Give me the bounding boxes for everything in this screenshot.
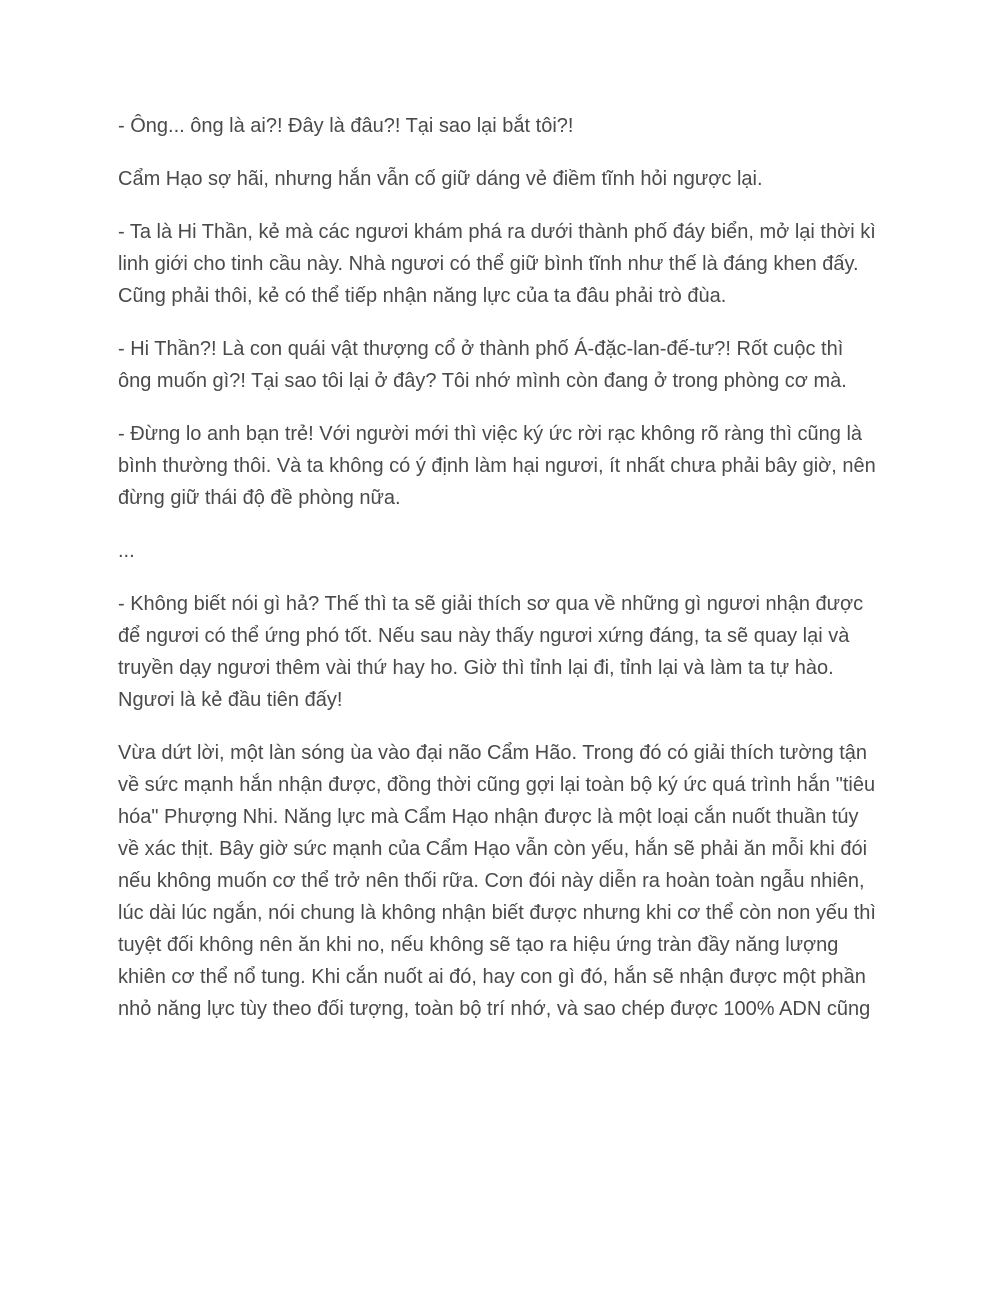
story-paragraph: - Hi Thần?! Là con quái vật thượng cổ ở thành phố Á-đặc-lan-đế-tư?! Rốt cuộc thì ông muốn gì?! Tại sao tôi lại ở đây? Tôi nhớ mình còn đang ở trong phòng cơ mà. bbox=[118, 338, 847, 392]
story-paragraph: - Ông... ông là ai?! Đây là đâu?! Tại sao lại bắt tôi?! bbox=[118, 115, 574, 137]
story-paragraph: Vừa dứt lời, một làn sóng ùa vào đại não Cẩm Hão. Trong đó có giải thích tường tận về sức mạnh hắn nhận được, đồng thời cũng gợi lại toàn bộ ký ức quá trình hắn "tiêu hóa" Phượng Nhi. Năng lực mà Cẩm Hạo nhận được là một loại cắn nuốt thuần túy về xác thịt. Bây giờ sức mạnh của Cẩm Hạo vẫn còn yếu, hắn sẽ phải ăn mỗi khi đói nếu không muốn cơ thể trở nên thối rữa. Cơn đói này diễn ra hoàn toàn ngẫu nhiên, lúc dài lúc ngắn, nói chung là không nhận biết được nhưng khi cơ thể còn non yếu thì tuyệt đối không nên ăn khi no, nếu không sẽ tạo ra hiệu ứng tràn đầy năng lượng khiên cơ thể nổ tung. Khi cắn nuốt ai đó, hay con gì đó, hắn sẽ nhận được một phần nhỏ năng lực tùy theo đối tượng, toàn bộ trí nhớ, và sao chép được 100% ADN cũng bbox=[118, 742, 876, 1020]
story-paragraph: - Đừng lo anh bạn trẻ! Với người mới thì việc ký ức rời rạc không rõ ràng thì cũng là bình thường thôi. Và ta không có ý định làm hại ngươi, ít nhất chưa phải bây giờ, nên đừng giữ thái độ đề phòng nữa. bbox=[118, 423, 876, 509]
story-paragraph: - Không biết nói gì hả? Thế thì ta sẽ giải thích sơ qua về những gì ngươi nhận được để ngươi có thể ứng phó tốt. Nếu sau này thấy ngươi xứng đáng, ta sẽ quay lại và truyền dạy ngươi thêm vài thứ hay ho. Giờ thì tỉnh lại đi, tỉnh lại và làm ta tự hào. Ngươi là kẻ đầu tiên đấy! bbox=[118, 593, 864, 711]
story-paragraph: Cẩm Hạo sợ hãi, nhưng hắn vẫn cố giữ dáng vẻ điềm tĩnh hỏi ngược lại. bbox=[118, 168, 763, 190]
story-paragraph-ellipsis: ... bbox=[118, 540, 135, 562]
story-paragraph: - Ta là Hi Thần, kẻ mà các ngươi khám phá ra dưới thành phố đáy biển, mở lại thời kì linh giới cho tinh cầu này. Nhà ngươi có thể giữ bình tĩnh như thế là đáng khen đấy. Cũng phải thôi, kẻ có thể tiếp nhận năng lực của ta đâu phải trò đùa. bbox=[118, 221, 876, 307]
